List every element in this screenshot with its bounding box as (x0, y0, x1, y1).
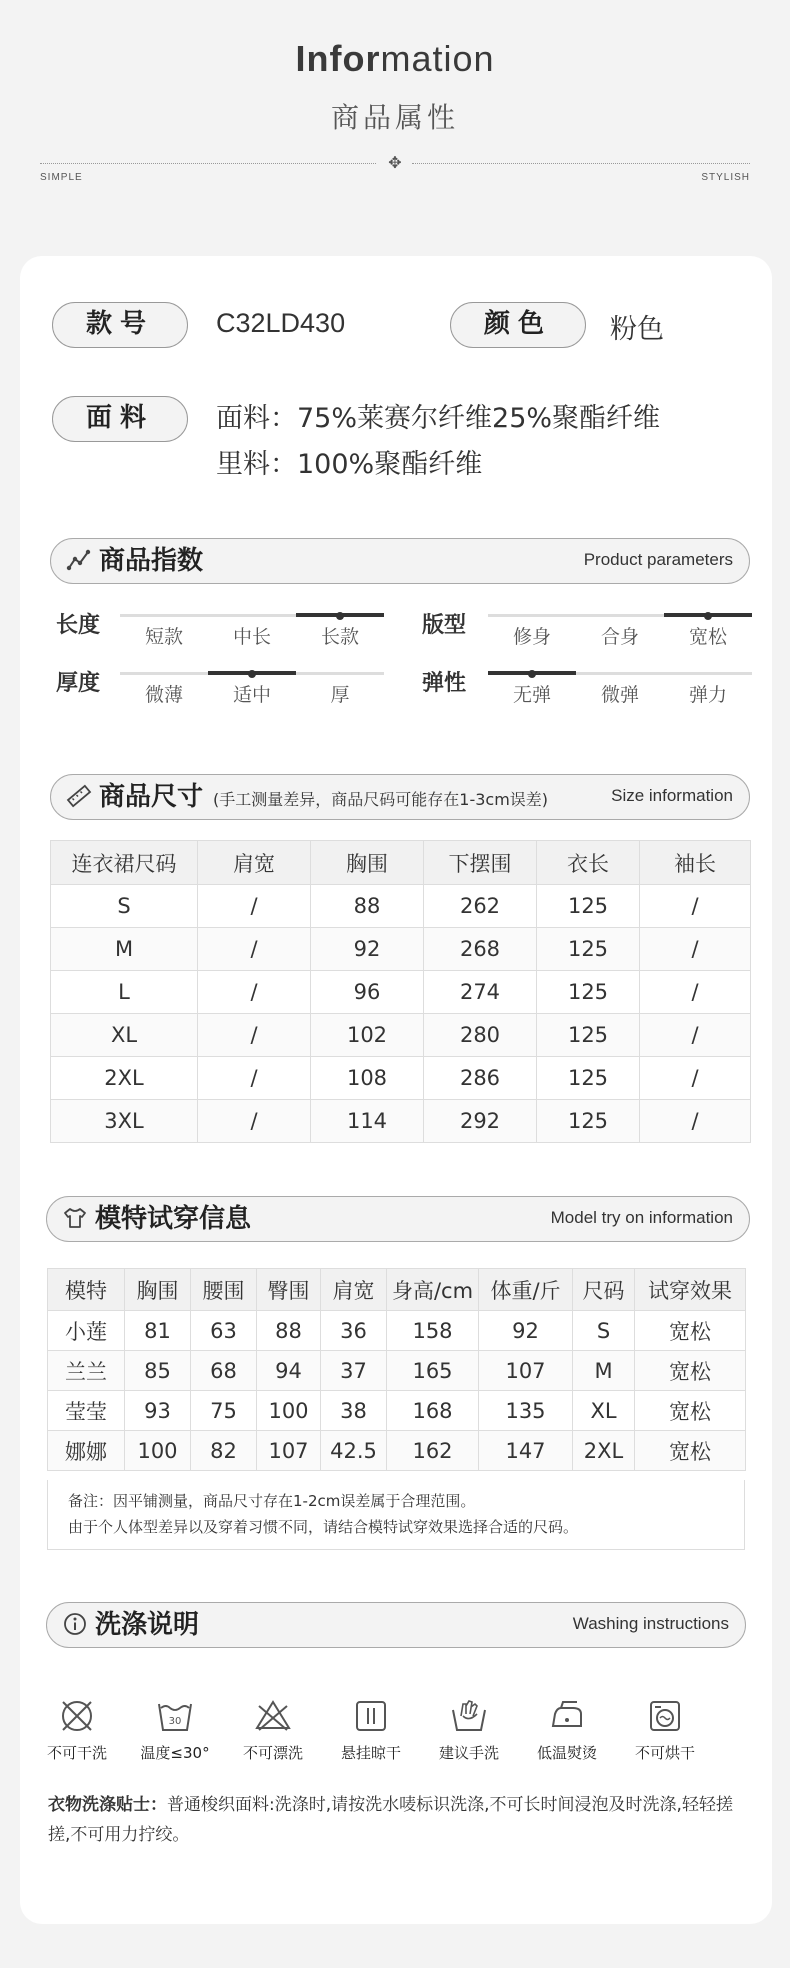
params-section-bar (50, 538, 750, 584)
size-table-cell: 292 (424, 1100, 537, 1143)
model-table-row (48, 1391, 746, 1431)
size-table-cell: 125 (537, 1057, 640, 1100)
size-table-row (51, 971, 751, 1014)
size-table-cell: M (51, 928, 198, 971)
model-header-cell: 腰围 (191, 1269, 257, 1311)
model-table-cell: 92 (479, 1311, 573, 1351)
size-table-row (51, 1014, 751, 1057)
low-iron-icon (547, 1696, 587, 1736)
washing-tips-label: 衣物洗涤贴士： (48, 1795, 167, 1815)
model-table-cell: 165 (387, 1351, 479, 1391)
size-table-header-row (51, 841, 751, 885)
model-table-cell: 107 (257, 1431, 321, 1471)
thickness-option-thick: 厚 (330, 684, 350, 706)
info-circle-icon (61, 1611, 89, 1639)
thickness-track (120, 672, 384, 675)
model-table-cell: 82 (191, 1431, 257, 1471)
size-header-cell: 下摆围 (424, 841, 537, 885)
wash-30-icon (155, 1696, 195, 1736)
size-table-cell: 96 (311, 971, 424, 1014)
size-table-cell: / (198, 928, 311, 971)
wash-item-hang-dry (326, 1696, 416, 1763)
size-table-cell: 268 (424, 928, 537, 971)
model-table-cell: 2XL (573, 1431, 635, 1471)
size-table-cell: 286 (424, 1057, 537, 1100)
model-header-cell: 臀围 (257, 1269, 321, 1311)
header-divider-left (40, 163, 376, 164)
model-table-cell: 宽松 (635, 1391, 746, 1431)
model-table-cell: 107 (479, 1351, 573, 1391)
size-table-cell: XL (51, 1014, 198, 1057)
fit-selected-dot (704, 612, 712, 620)
model-table-cell: 100 (125, 1431, 191, 1471)
model-note-1: 备注：因平铺测量，商品尺寸存在1-2cm误差属于合理范围。 (68, 1492, 476, 1510)
model-table-cell: 36 (321, 1311, 387, 1351)
size-table-cell: 125 (537, 1014, 640, 1057)
trend-line-icon (65, 547, 93, 575)
model-table-cell: 兰兰 (48, 1351, 125, 1391)
model-header-cell: 试穿效果 (635, 1269, 746, 1311)
size-table-cell: 88 (311, 885, 424, 928)
size-table-cell: / (198, 1100, 311, 1143)
wash-label: 不可烘干 (634, 1744, 695, 1762)
fabric-line-2: 里料：100%聚酯纤维 (216, 449, 483, 480)
model-table-cell: 37 (321, 1351, 387, 1391)
size-title-en: Size information (611, 786, 733, 805)
model-table-cell: 100 (257, 1391, 321, 1431)
size-table-cell: 102 (311, 1014, 424, 1057)
size-header-cell: 衣长 (537, 841, 640, 885)
header-title: Information (295, 38, 495, 79)
wash-item-hand-wash (424, 1696, 514, 1763)
length-selected-dot (336, 612, 344, 620)
model-table-row (48, 1431, 746, 1471)
size-table-cell: / (640, 1100, 751, 1143)
elasticity-option-none: 无弹 (512, 684, 551, 706)
size-table-row (51, 1100, 751, 1143)
model-table-cell: 娜娜 (48, 1431, 125, 1471)
info-card (20, 256, 772, 1924)
model-table-cell: 94 (257, 1351, 321, 1391)
model-table (47, 1268, 746, 1471)
header-tag-simple: SIMPLE (40, 172, 83, 183)
size-table-cell: / (640, 1057, 751, 1100)
model-header-cell: 身高/cm (387, 1269, 479, 1311)
params-title-en: Product parameters (583, 550, 733, 569)
wash-label: 建议手洗 (438, 1744, 499, 1762)
size-header-cell: 袖长 (640, 841, 751, 885)
size-table-cell: 125 (537, 1100, 640, 1143)
elasticity-option-slight: 微弹 (600, 684, 639, 706)
ornament-icon: ✥ (388, 153, 402, 172)
size-table-cell: / (198, 1057, 311, 1100)
length-label: 长度 (56, 613, 101, 638)
model-table-cell: 85 (125, 1351, 191, 1391)
size-table-cell: 280 (424, 1014, 537, 1057)
model-table-cell: 宽松 (635, 1351, 746, 1391)
model-table-cell: 38 (321, 1391, 387, 1431)
model-table-cell: 63 (191, 1311, 257, 1351)
model-title-en: Model try on information (550, 1208, 733, 1227)
size-table-cell: S (51, 885, 198, 928)
model-header-cell: 肩宽 (321, 1269, 387, 1311)
model-notes (47, 1480, 745, 1550)
size-table-cell: / (198, 885, 311, 928)
wash-label: 不可干洗 (46, 1744, 107, 1762)
size-header-cell: 胸围 (311, 841, 424, 885)
no-machine-dry-icon (645, 1696, 685, 1736)
size-table-cell: 125 (537, 928, 640, 971)
wash-item-no-dry-clean (32, 1696, 122, 1763)
wash-item-low-iron (522, 1696, 612, 1763)
wash-label: 不可漂洗 (242, 1744, 303, 1762)
style-number-pill: 款号 (52, 302, 188, 348)
hang-dry-icon (351, 1696, 391, 1736)
wash-title-en: Washing instructions (572, 1614, 729, 1633)
size-table-cell: / (198, 1014, 311, 1057)
length-option-long: 长款 (320, 626, 359, 648)
washing-tips-text: 普通梭织面料:洗涤时,请按洗水唛标识洗涤,不可长时间浸泡及时洗涤,轻轻搓搓,不可用力拧绞。 (48, 1795, 733, 1845)
wash-label: 低温熨烫 (536, 1744, 597, 1762)
thickness-label: 厚度 (56, 671, 101, 696)
model-table-row (48, 1351, 746, 1391)
model-table-cell: 42.5 (321, 1431, 387, 1471)
size-table-cell: 3XL (51, 1100, 198, 1143)
elasticity-option-stretch: 弹力 (688, 684, 727, 706)
size-table (50, 840, 751, 1143)
tshirt-icon (61, 1205, 89, 1233)
header-subtitle: 商品属性 (330, 101, 459, 134)
model-header-cell: 胸围 (125, 1269, 191, 1311)
model-table-cell: S (573, 1311, 635, 1351)
model-table-cell: 81 (125, 1311, 191, 1351)
model-table-cell: 135 (479, 1391, 573, 1431)
ruler-icon (65, 783, 93, 811)
elasticity-selected-dot (528, 670, 536, 678)
fit-option-regular: 合身 (600, 626, 639, 648)
header-tag-stylish: STYLISH (701, 172, 750, 183)
wash-item-no-machine-dry (620, 1696, 710, 1763)
size-table-cell: / (640, 885, 751, 928)
wash-title: 洗涤说明 (95, 1610, 200, 1640)
color-pill: 颜色 (450, 302, 586, 348)
fit-track (488, 614, 752, 617)
elasticity-label: 弹性 (422, 671, 467, 696)
model-table-cell: 宽松 (635, 1311, 746, 1351)
thickness-option-thin: 微薄 (144, 684, 183, 706)
model-table-cell: 147 (479, 1431, 573, 1471)
size-table-cell: 114 (311, 1100, 424, 1143)
page-header (0, 0, 790, 250)
fit-option-slim: 修身 (512, 626, 551, 648)
size-table-cell: 2XL (51, 1057, 198, 1100)
model-table-cell: 158 (387, 1311, 479, 1351)
model-table-cell: 莹莹 (48, 1391, 125, 1431)
model-table-cell: 宽松 (635, 1431, 746, 1471)
size-title-note: (手工测量差异，商品尺码可能存在1-3cm误差) (213, 790, 549, 809)
size-table-cell: 108 (311, 1057, 424, 1100)
model-table-cell: 小莲 (48, 1311, 125, 1351)
model-table-cell: 88 (257, 1311, 321, 1351)
model-table-header-row (48, 1269, 746, 1311)
no-bleach-icon (253, 1696, 293, 1736)
wash-temp-badge: 30 (168, 1716, 182, 1727)
no-tumble-dry-icon (57, 1696, 97, 1736)
size-table-cell: 125 (537, 885, 640, 928)
length-option-short: 短款 (144, 626, 183, 648)
model-header-cell: 体重/斤 (479, 1269, 573, 1311)
size-table-cell: / (640, 928, 751, 971)
wash-section-bar (46, 1602, 746, 1648)
header-divider-right (412, 163, 750, 164)
length-option-mid: 中长 (232, 626, 271, 648)
model-header-cell: 模特 (48, 1269, 125, 1311)
thickness-option-medium: 适中 (232, 684, 271, 706)
size-header-cell: 连衣裙尺码 (51, 841, 198, 885)
length-track (120, 614, 384, 617)
size-table-row (51, 885, 751, 928)
color-value: 粉色 (610, 314, 664, 345)
fabric-pill: 面料 (52, 396, 188, 442)
fit-option-loose: 宽松 (688, 626, 727, 648)
model-table-cell: XL (573, 1391, 635, 1431)
model-table-cell: 162 (387, 1431, 479, 1471)
size-table-cell: 274 (424, 971, 537, 1014)
size-table-row (51, 1057, 751, 1100)
size-table-row (51, 928, 751, 971)
size-table-cell: / (198, 971, 311, 1014)
wash-label: 温度≤30° (140, 1744, 210, 1762)
size-table-cell: L (51, 971, 198, 1014)
washing-tips (48, 1790, 748, 1850)
model-table-cell: M (573, 1351, 635, 1391)
model-note-2: 由于个人体型差异以及穿着习惯不同，请结合模特试穿效果选择合适的尺码。 (68, 1518, 579, 1536)
size-table-cell: 125 (537, 971, 640, 1014)
style-number-value: C32LD430 (216, 308, 346, 338)
fit-label: 版型 (422, 613, 467, 638)
elasticity-track (488, 672, 752, 675)
model-table-row (48, 1311, 746, 1351)
size-table-cell: / (640, 971, 751, 1014)
model-table-cell: 68 (191, 1351, 257, 1391)
size-header-cell: 肩宽 (198, 841, 311, 885)
model-title: 模特试穿信息 (95, 1204, 252, 1234)
wash-item-no-bleach (228, 1696, 318, 1763)
fabric-line-1: 面料：75%莱赛尔纤维25%聚酯纤维 (216, 403, 661, 434)
model-table-cell: 93 (125, 1391, 191, 1431)
size-title: 商品尺寸 (手工测量差异，商品尺码可能存在1-3cm误差) (99, 782, 549, 812)
size-table-cell: 92 (311, 928, 424, 971)
size-table-cell: / (640, 1014, 751, 1057)
thickness-selected-dot (248, 670, 256, 678)
size-section-bar (50, 774, 750, 820)
size-table-cell: 262 (424, 885, 537, 928)
hand-wash-icon (449, 1696, 489, 1736)
wash-item-temp-30 (130, 1696, 220, 1763)
model-section-bar (46, 1196, 750, 1242)
wash-label: 悬挂晾干 (340, 1744, 401, 1762)
model-header-cell: 尺码 (573, 1269, 635, 1311)
model-table-cell: 75 (191, 1391, 257, 1431)
model-table-cell: 168 (387, 1391, 479, 1431)
params-title: 商品指数 (99, 546, 204, 576)
